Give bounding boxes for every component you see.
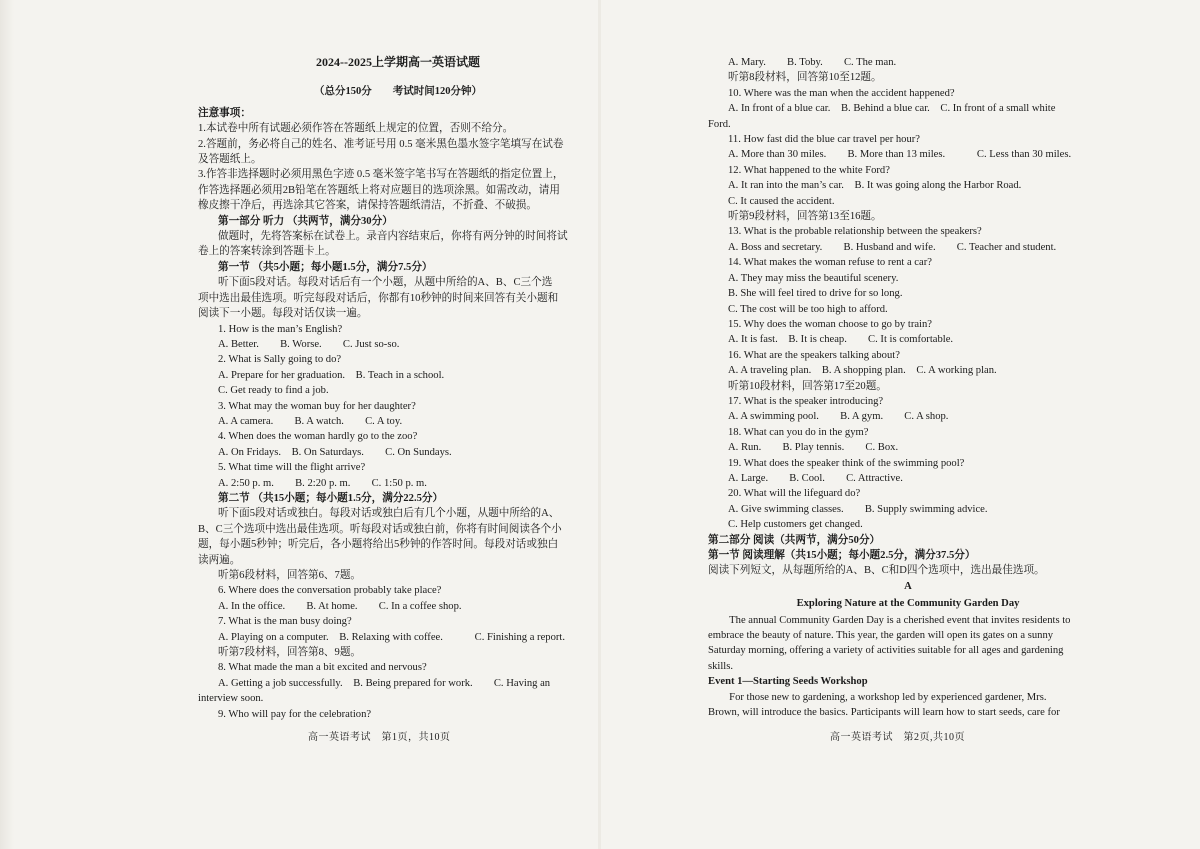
passage-paragraph-1 [708,613,1108,675]
section2-heading: 第二节 （共15小题；每小题1.5分，满分22.5分） [218,492,444,504]
instruction-line: 读两遍。 [198,554,241,566]
question-line: C. Help customers get changed. [728,519,863,531]
question-line: A. Give swimming classes. B. Supply swimming advice. [728,503,988,515]
passage-line: skills. [708,660,734,672]
question-line: A. 2:50 p. m. B. 2:20 p. m. C. 1:50 p. m. [218,477,427,489]
question-line: A. A camera. B. A watch. C. A toy. [218,415,403,427]
question-line: A. Getting a job successfully. B. Being prepared for work. C. Having an [218,677,551,689]
question-line: 20. What will the lifeguard do? [728,488,861,500]
instruction-line: B、C三个选项中选出最佳选项。听每段对话或独白前，你将有时间阅读各个小 [198,523,562,535]
question-line: B. She will feel tired to drive for so long. [728,288,903,300]
question-line: A. In the office. B. At home. C. In a coffee shop. [218,600,462,612]
question-line: A. Playing on a computer. B. Relaxing with coffee. C. Finishing a report. [218,631,565,643]
question-line: A. Boss and secretary. B. Husband and wife. C. Teacher and student. [728,241,1057,253]
notice-heading: 注意事项： [198,107,251,119]
question-line: 7. What is the man busy doing? [218,616,352,628]
question-line: 19. What does the speaker think of the swimming pool? [728,457,965,469]
passage-title: Exploring Nature at the Community Garden Day [796,598,1020,610]
question-line: 15. Why does the woman choose to go by train? [728,318,932,330]
questions-1-5 [198,322,598,491]
part1-intro [198,229,598,260]
instruction-line: 阅读下一小题。每段对话仅读一遍。 [198,308,368,320]
question-line: 听第10段材料，回答第17至20题。 [728,380,887,392]
question-line: A. Mary. B. Toby. C. The man. [728,57,897,68]
question-line: 听第8段材料，回答第10至12题。 [728,72,882,84]
question-line: interview soon. [198,693,264,705]
question-line: A. Prepare for her graduation. B. Teach in a school. [218,369,445,381]
passage-line: For those new to gardening, a workshop led by experienced gardener, Mrs. [708,691,1047,703]
question-line: 听第6段材料，回答第6、7题。 [218,570,362,581]
exam-subtitle: （总分150分 考试时间120分钟） [314,86,482,98]
question-line: A. Better. B. Worse. C. Just so-so. [218,338,400,350]
question-line: 5. What time will the flight arrive? [218,462,366,474]
part1-heading: 第一部分 听力 （共两节，满分30分） [218,215,393,227]
section2-intro [198,506,598,568]
question-line: A. Large. B. Cool. C. Attractive. [728,472,903,484]
passage-line: The annual Community Garden Day is a cherished event that invites residents to [708,614,1071,626]
question-line: 18. What can you do in the gym? [728,426,869,438]
passage-paragraph-2 [708,690,1108,721]
question-line: C. The cost will be too high to afford. [728,303,888,315]
section1-heading: 第一节 （共5小题；每小题1.5分，满分7.5分） [218,261,433,273]
page-2-column [708,55,1108,720]
section1-intro [198,275,598,321]
question-line: 17. What is the speaker introducing? [728,395,884,407]
instruction-line: 卷上的答案转涂到答题卡上。 [198,246,336,258]
instruction-line: 做题时，先将答案标在试卷上。录音内容结束后，你将有两分钟的时间将试 [218,231,568,243]
notice-list [198,121,598,213]
event1-heading: Event 1—Starting Seeds Workshop [708,676,868,688]
question-line: C. Get ready to find a job. [218,385,329,397]
instruction-line: 题，每小题5秒钟；听完后，各小题将给出5秒钟的作答时间。每段对话或独白 [198,539,559,551]
instruction-line: 项中选出最佳选项。听完每段对话后，你都有10秒钟的时间来回答有关小题和 [198,292,559,304]
question-line: A. A traveling plan. B. A shopping plan. C. A working plan. [728,365,997,377]
page-2-footer: 高一英语考试 第2页,共10页 [830,732,965,743]
instruction-line: 听下面5段对话或独白。每段对话或独白后有几个小题，从题中所给的A、 [218,508,560,520]
question-line: A. Run. B. Play tennis. C. Box. [728,442,899,454]
question-line: 4. When does the woman hardly go to the zoo? [218,431,418,443]
question-line: 9. Who will pay for the celebration? [218,708,372,720]
notice-line: 橡皮擦干净后，再选涂其它答案，请保持答题纸清洁，不折叠、不破损。 [198,200,537,212]
question-line: 14. What makes the woman refuse to rent a car? [728,257,932,269]
notice-line: 2.答题前，务必将自己的姓名、准考证号用 0.5 毫米黑色墨水签字笔填写在试卷 [198,138,564,150]
reading-section1-heading: 第一节 阅读理解（共15小题；每小题2.5分，满分37.5分） [708,550,976,561]
question-line: A. It ran into the man’s car. B. It was going along the Harbor Road. [728,180,1022,192]
questions-6-9 [198,568,598,722]
question-line: A. More than 30 miles. B. More than 13 miles. C. Less than 30 miles. [728,149,1072,161]
exam-title: 2024--2025上学期高一英语试题 [316,55,480,69]
question-line: 13. What is the probable relationship between the speakers? [728,226,982,238]
question-line: 3. What may the woman buy for her daughter? [218,400,416,412]
question-line: A. A swimming pool. B. A gym. C. A shop. [728,411,949,423]
question-line: 6. Where does the conversation probably take place? [218,585,442,597]
question-line: 16. What are the speakers talking about? [728,349,900,361]
question-line: A. It is fast. B. It is cheap. C. It is comfortable. [728,334,954,346]
question-line: 听第9段材料，回答第13至16题。 [728,211,882,223]
page-1-column [198,55,598,722]
question-line: A. They may miss the beautiful scenery. [728,272,899,284]
passage-line: Brown, will introduce the basics. Participants will learn how to start seeds, care for [708,707,1060,719]
question-line: A. On Fridays. B. On Saturdays. C. On Sundays. [218,446,452,458]
question-line: A. In front of a blue car. B. Behind a blue car. C. In front of a small white [728,103,1056,115]
questions-9-20 [708,55,1108,533]
passage-line: Saturday morning, offering a variety of activities suitable for all ages and gardening [708,645,1064,657]
instruction-line: 听下面5段对话。每段对话后有一个小题，从题中所给的A、B、C三个选 [218,277,553,289]
question-line: 8. What made the man a bit excited and nervous? [218,662,427,674]
passage-letter: A [904,580,912,592]
reading-section1-intro: 阅读下列短文，从每题所给的A、B、C和D四个选项中，选出最佳选项。 [708,565,1045,577]
page-1-footer: 高一英语考试 第1页，共10页 [308,732,451,743]
notice-line: 及答题纸上。 [198,154,262,166]
question-line: 1. How is the man’s English? [218,323,343,335]
notice-line: 3.作答非选择题时必须用黑色字迹 0.5 毫米签字笔书写在答题纸的指定位置上， [198,169,564,181]
part2-heading: 第二部分 阅读（共两节，满分50分） [708,534,881,546]
question-line: 11. How fast did the blue car travel per hour? [728,134,920,146]
notice-line: 作答选择题必须用2B铅笔在答题纸上将对应题目的选项涂黑。如需改动，请用 [198,184,560,196]
question-line: 12. What happened to the white Ford? [728,164,890,176]
question-line: Ford. [708,118,731,130]
question-line: C. It caused the accident. [728,195,835,207]
passage-line: embrace the beauty of nature. This year, the garden will open its gates on a sunny [708,630,1054,642]
question-line: 2. What is Sally going to do? [218,354,342,366]
exam-page-2 [600,0,1200,849]
question-line: 听第7段材料，回答第8、9题。 [218,647,362,659]
notice-line: 1.本试卷中所有试题必须作答在答题纸上规定的位置，否则不给分。 [198,123,514,135]
question-line: 10. Where was the man when the accident happened? [728,87,955,99]
